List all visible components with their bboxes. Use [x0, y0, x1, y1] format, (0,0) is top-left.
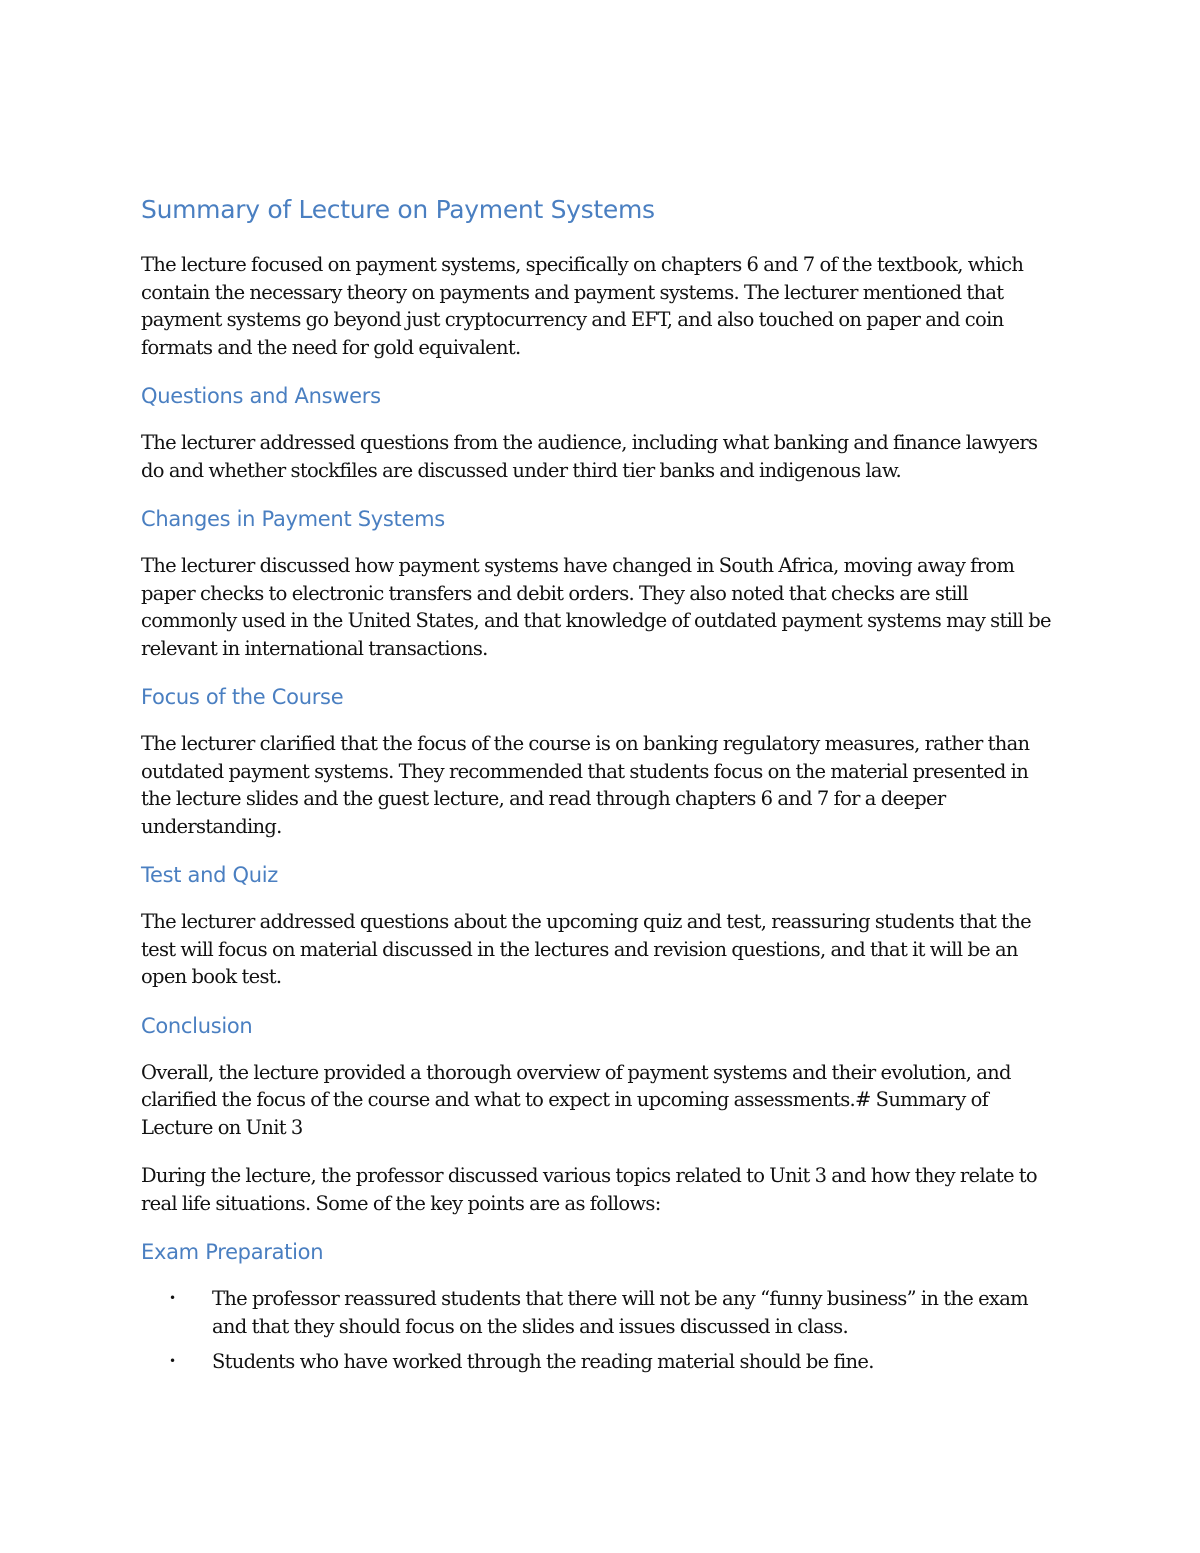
heading-questions-and-answers: Questions and Answers: [141, 384, 381, 408]
exam-preparation-list: [141, 1285, 1061, 1376]
heading-changes-in-payment-systems: Changes in Payment Systems: [141, 507, 445, 531]
document-title: Summary of Lecture on Payment Systems: [141, 195, 655, 224]
paragraph-unit-3-intro: During the lecture, the professor discussed various topics related to Unit 3 and how they relate to real life situations. Some of the key points are as follows:: [141, 1164, 1037, 1215]
intro-paragraph: The lecture focused on payment systems, specifically on chapters 6 and 7 of the textbook, which contain the necessary theory on payments and payment systems. The lecturer mentioned that payment systems go beyond just cryptocurrency and EFT, and also touched on paper and coin formats and the need for gold equivalent.: [141, 253, 1024, 359]
paragraph-test-and-quiz: The lecturer addressed questions about the upcoming quiz and test, reassuring students that the test will focus on material discussed in the lectures and revision questions, and that it will be an open book test.: [141, 910, 1031, 988]
list-item: [141, 1285, 1061, 1340]
document-content: [141, 193, 1061, 1384]
paragraph-conclusion: Overall, the lecture provided a thorough overview of payment systems and their evolution, and clarified the focus of the course and what to expect in upcoming assessments.# Summary of Lecture on Unit 3: [141, 1060, 1011, 1139]
list-item-text: The professor reassured students that there will not be any “funny business” in the exam and that they should focus on the slides and issues discussed in class.: [212, 1287, 1028, 1338]
bullet-icon: •: [169, 1291, 176, 1305]
list-item-text: Students who have worked through the reading material should be fine.: [212, 1350, 874, 1373]
heading-focus-of-the-course: Focus of the Course: [141, 685, 344, 709]
bullet-icon: •: [169, 1354, 176, 1368]
paragraph-questions-and-answers: The lecturer addressed questions from the audience, including what banking and finance lawyers do and whether stockfiles are discussed under third tier banks and indigenous law.: [141, 431, 1038, 482]
paragraph-focus-of-the-course: The lecturer clarified that the focus of the course is on banking regulatory measures, rather than outdated payment systems. They recommended that students focus on the material presented in the lecture slides and the guest lecture, and read through chapters 6 and 7 for a deeper understanding.: [141, 732, 1030, 838]
heading-exam-preparation: Exam Preparation: [141, 1240, 324, 1264]
heading-conclusion: Conclusion: [141, 1013, 253, 1038]
heading-test-and-quiz: Test and Quiz: [141, 863, 279, 887]
list-item: [141, 1348, 1061, 1376]
paragraph-changes-in-payment-systems: The lecturer discussed how payment systems have changed in South Africa, moving away from paper checks to electronic transfers and debit orders. They also noted that checks are still commonly used in the United States, and that knowledge of outdated payment systems may still be relevant in international transactions.: [141, 554, 1051, 660]
